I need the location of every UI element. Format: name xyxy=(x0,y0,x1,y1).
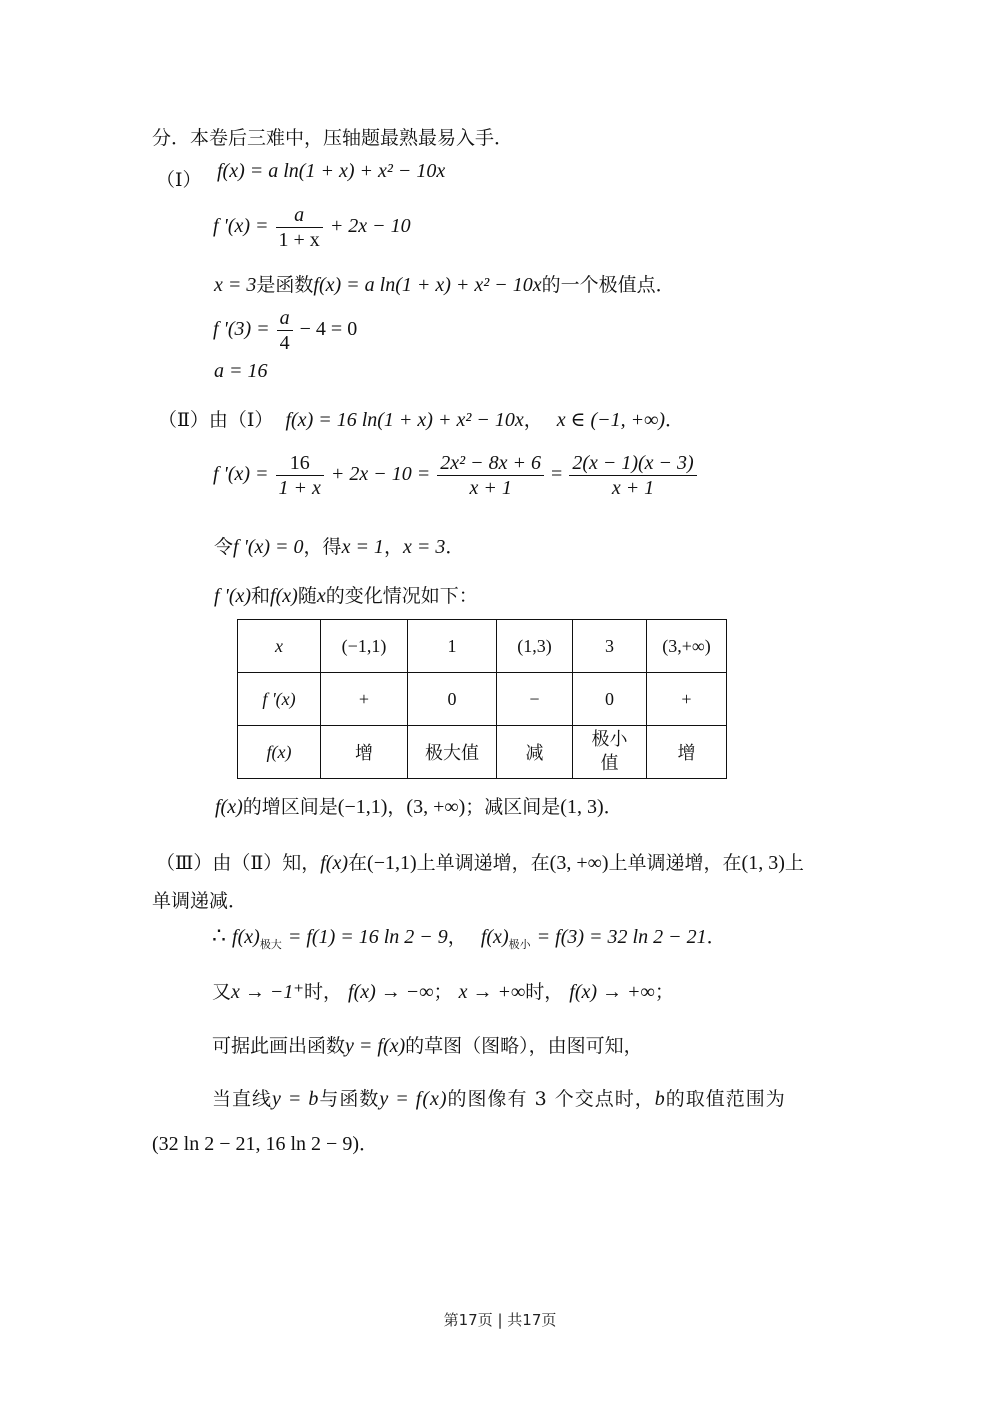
text: ，得 xyxy=(303,536,342,558)
part1-extreme-line xyxy=(214,270,675,297)
fraction-denominator: x + 1 xyxy=(611,477,655,499)
math: f(x) xyxy=(270,585,298,607)
cell-text: 极小值 xyxy=(591,729,628,774)
table-cell: 增 xyxy=(321,726,408,779)
intro-text: 分．本卷后三难中，压轴题最熟最易入手． xyxy=(152,127,514,149)
math: f(x) xyxy=(215,796,243,818)
math: f(x) xyxy=(480,926,509,948)
math: = f(1) = 16 ln 2 − 9 xyxy=(287,926,448,948)
answer-line xyxy=(152,1129,378,1156)
fraction-denominator: x + 1 xyxy=(469,477,512,499)
table-cell: 1 xyxy=(408,620,497,673)
text: ． xyxy=(706,926,726,948)
part1-equation xyxy=(213,306,357,355)
table-row xyxy=(238,726,727,779)
table-cell: 3 xyxy=(573,620,647,673)
math: x xyxy=(316,585,326,607)
fraction xyxy=(276,451,324,500)
table-cell: 极大值 xyxy=(408,726,497,779)
table-cell: (1,3) xyxy=(497,620,573,673)
fraction-denominator: 1 + x xyxy=(278,229,320,251)
part2-derivative xyxy=(213,451,699,500)
table-cell: 减 xyxy=(497,726,573,779)
text: ， xyxy=(447,926,467,948)
math: f(x) → +∞ xyxy=(569,981,655,1003)
table-cell: 0 xyxy=(408,673,497,726)
table-cell: (−1,1) xyxy=(321,620,408,673)
table-cell: f '(x) xyxy=(238,673,321,726)
text: 的增区间是 xyxy=(242,796,338,818)
math: x ∈ (−1, +∞) xyxy=(556,409,666,431)
text: 随 xyxy=(297,585,317,607)
math: x → −1⁺ xyxy=(231,981,304,1003)
text: 的一个极值点． xyxy=(541,274,675,296)
limits-line xyxy=(212,977,674,1004)
text: 的图像有 3 个交点时， xyxy=(447,1088,655,1110)
fraction xyxy=(276,203,323,252)
math: (1, 3) xyxy=(741,852,785,874)
text: ． xyxy=(445,536,465,558)
math: (−1,1) xyxy=(367,852,417,874)
math: (3, +∞) xyxy=(549,852,609,874)
fraction-numerator: a xyxy=(276,203,323,228)
math: f '(x) = 0 xyxy=(233,536,304,558)
table-cell: − xyxy=(497,673,573,726)
text: 上单调递增，在 xyxy=(416,852,550,874)
math: f(x) = 16 ln(1 + x) + x² − 10x xyxy=(285,409,524,431)
fraction xyxy=(277,306,293,355)
text: 上单调递增，在 xyxy=(608,852,742,874)
fraction-numerator: 2x² − 8x + 6 xyxy=(437,451,544,476)
text: ， xyxy=(523,409,543,431)
text: 的变化情况如下： xyxy=(325,585,478,607)
math: x → +∞ xyxy=(458,981,526,1003)
part3-line2: 单调递减． xyxy=(152,890,248,912)
table-cell xyxy=(573,726,647,779)
math: y = b xyxy=(272,1088,320,1110)
math: x = 3 xyxy=(214,274,257,296)
table-cell: 0 xyxy=(573,673,647,726)
text: （Ⅱ）由（Ⅰ） xyxy=(158,409,274,431)
table-cell: 增 xyxy=(647,726,727,779)
text: 令 xyxy=(214,536,234,558)
text: 时， xyxy=(525,981,564,1003)
extrema-line xyxy=(212,922,726,952)
text: ． xyxy=(359,1133,379,1155)
text: ． xyxy=(603,796,623,818)
math: x = 1 xyxy=(341,536,384,558)
deriv-lhs: f '(x) = xyxy=(213,215,269,238)
text: ； xyxy=(433,981,453,1003)
final-line xyxy=(212,1084,786,1111)
part2-intro-line xyxy=(158,405,684,432)
text: 是函数 xyxy=(256,274,314,296)
text: 与函数 xyxy=(319,1088,380,1110)
math: f '(x) xyxy=(214,585,252,607)
text: 上 xyxy=(784,852,804,874)
part2-table-caption xyxy=(214,581,478,608)
table-cell: (3,+∞) xyxy=(647,620,727,673)
table-cell: + xyxy=(647,673,727,726)
sketch-line xyxy=(212,1031,643,1058)
part1-function: f(x) = a ln(1 + x) + x² − 10x xyxy=(217,160,446,182)
fraction-denominator: 1 + x xyxy=(278,477,321,499)
math: (−1,1) xyxy=(337,796,388,818)
text: ， xyxy=(383,536,403,558)
part3-monotonic-line xyxy=(156,848,804,875)
page-footer: 第17页 | 共17页 xyxy=(443,1311,557,1329)
text: 当直线 xyxy=(212,1088,273,1110)
equals: = xyxy=(551,463,563,486)
fraction-numerator: a xyxy=(277,306,293,331)
text: ． xyxy=(665,409,685,431)
math: y = f(x) xyxy=(379,1088,448,1110)
math: f(x) xyxy=(320,852,349,874)
text: 可据此画出函数 xyxy=(212,1035,346,1057)
subscript: 极大 xyxy=(259,937,282,951)
text: 在 xyxy=(348,852,368,874)
math: b xyxy=(654,1088,666,1110)
table-cell: + xyxy=(321,673,408,726)
deriv-rest: + 2x − 10 xyxy=(329,215,411,238)
interval-summary xyxy=(215,792,623,819)
fraction xyxy=(569,451,696,500)
eq-rest: − 4 = 0 xyxy=(299,318,358,341)
text: 的草图（图略），由图可知， xyxy=(405,1035,643,1057)
table-cell: f(x) xyxy=(238,726,321,779)
math: x = 3 xyxy=(402,536,446,558)
part1-a-value: a = 16 xyxy=(214,360,268,382)
part1-derivative xyxy=(213,203,411,252)
table-cell: x xyxy=(238,620,321,673)
table-row xyxy=(238,620,727,673)
math: f(x) = a ln(1 + x) + x² − 10x xyxy=(313,274,542,296)
text: ； xyxy=(654,981,674,1003)
part2-set-zero-line xyxy=(214,532,464,559)
fraction-numerator: 16 xyxy=(276,451,324,476)
table-row xyxy=(238,673,727,726)
eq-lhs: f '(3) = xyxy=(213,318,270,341)
answer-range: (32 ln 2 − 21, 16 ln 2 − 9) xyxy=(152,1133,359,1155)
text: ， xyxy=(387,796,407,818)
text: 时， xyxy=(303,981,342,1003)
text: （Ⅲ）由（Ⅱ）知， xyxy=(156,852,321,874)
fraction-numerator: 2(x − 1)(x − 3) xyxy=(569,451,696,476)
part1-label: （Ⅰ） xyxy=(156,169,202,191)
math: = f(3) = 32 ln 2 − 21 xyxy=(536,926,707,948)
deriv-rest: + 2x − 10 = xyxy=(330,463,431,486)
variation-table xyxy=(237,619,727,779)
therefore-symbol: ∴ xyxy=(212,924,226,949)
subscript: 极小 xyxy=(508,937,531,951)
text: 的取值范围为 xyxy=(665,1088,786,1110)
deriv-lhs: f '(x) = xyxy=(213,463,269,486)
math: (1, 3) xyxy=(560,796,604,818)
text: 又 xyxy=(212,981,232,1003)
math: (3, +∞) xyxy=(406,796,466,818)
math: y = f(x) xyxy=(345,1035,406,1057)
text: 和 xyxy=(251,585,271,607)
text: ；减区间是 xyxy=(465,796,561,818)
fraction xyxy=(437,451,544,500)
math: f(x) xyxy=(232,926,260,948)
math: f(x) → −∞ xyxy=(348,981,434,1003)
fraction-denominator: 4 xyxy=(279,332,290,354)
